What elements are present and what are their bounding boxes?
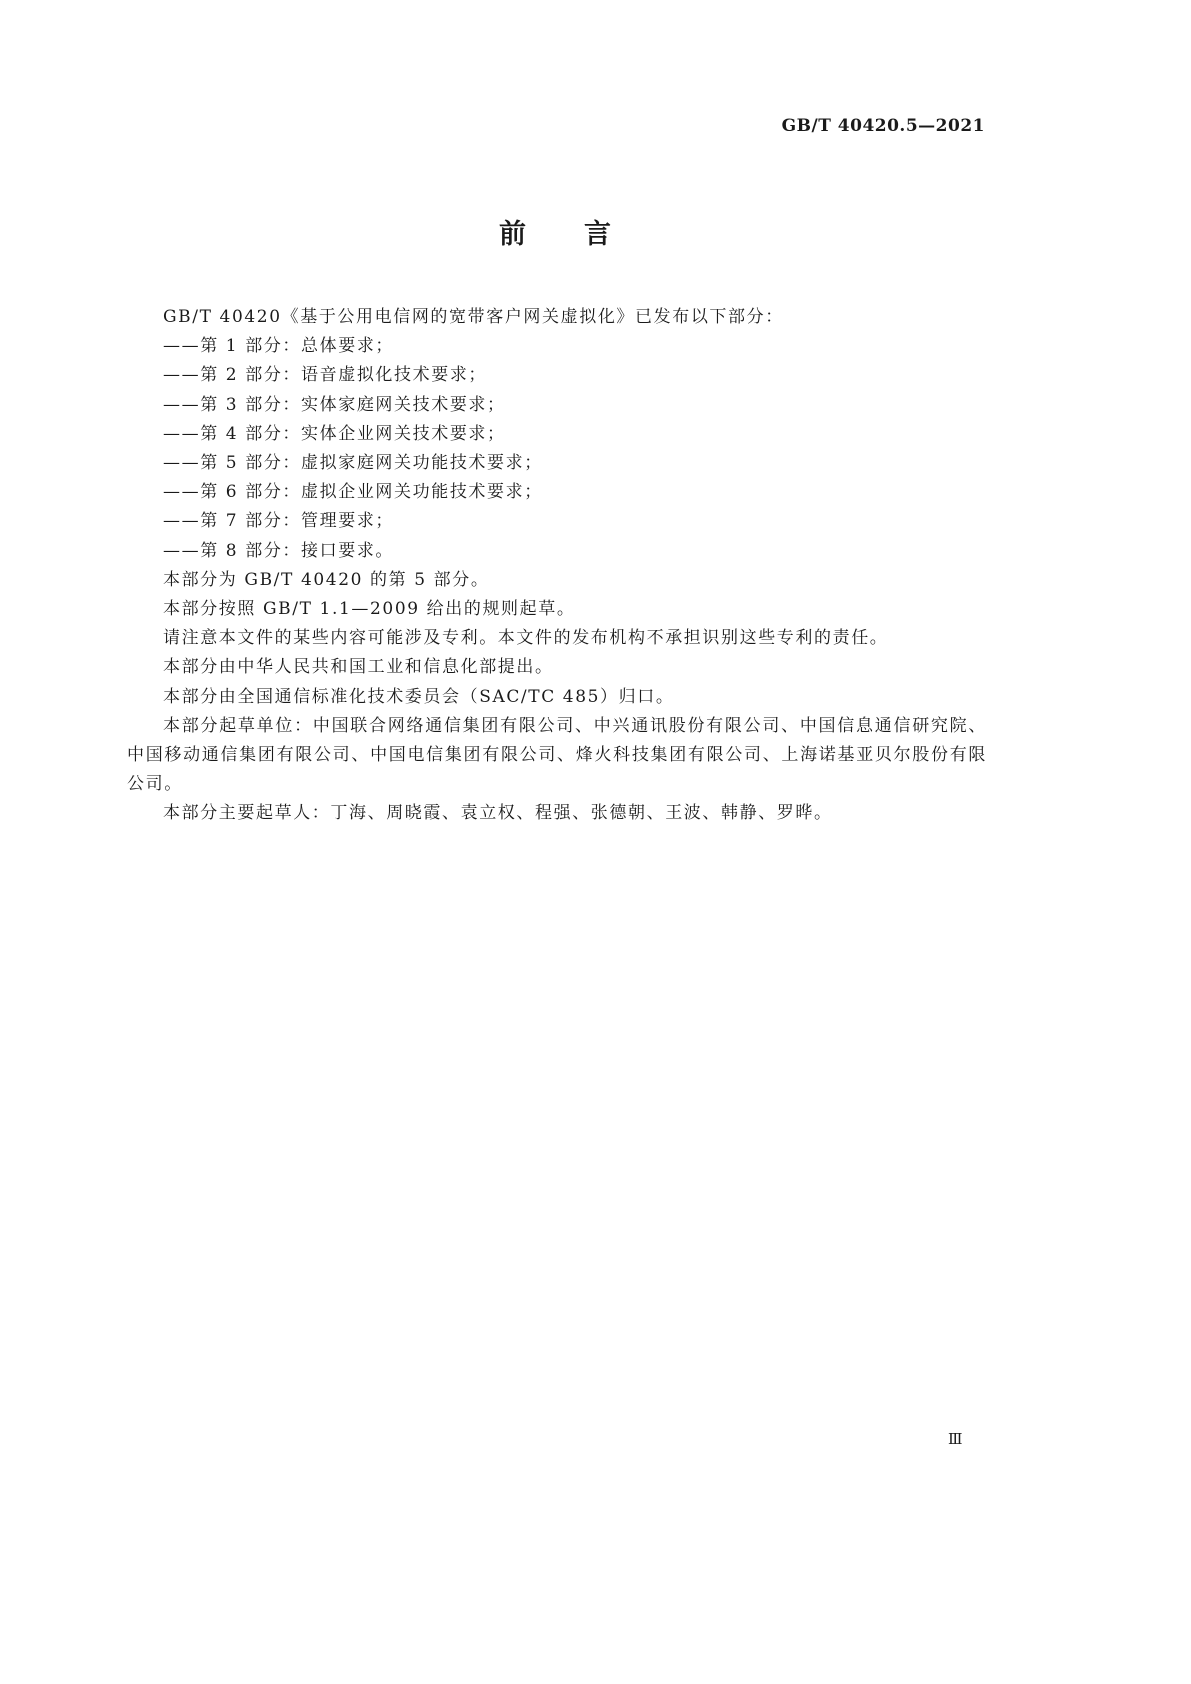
- list-item: ——第 2 部分：语音虚拟化技术要求；: [163, 365, 488, 386]
- page-number: Ⅲ: [948, 1430, 963, 1448]
- standard-number: GB/T 40420.5—2021: [781, 116, 985, 136]
- list-item: ——第 1 部分：总体要求；: [163, 336, 395, 357]
- drafting-units-paragraph: 本部分起草单位：中国联合网络通信集团有限公司、中兴通讯股份有限公司、中国信息通信研究院、中国移动通信集团有限公司、中国电信集团有限公司、烽火科技集团有限公司、上海诺基亚贝尔股份有限公司。: [127, 715, 987, 795]
- intro-paragraph: GB/T 40420《基于公用电信网的宽带客户网关虚拟化》已发布以下部分：: [163, 307, 784, 327]
- drafters-paragraph: 本部分主要起草人：丁海、周晓霞、袁立权、程强、张德朝、王波、韩静、罗晔。: [163, 803, 833, 824]
- list-item: ——第 7 部分：管理要求；: [163, 511, 395, 532]
- list-item: ——第 6 部分：虚拟企业网关功能技术要求；: [163, 482, 543, 503]
- list-item: ——第 3 部分：实体家庭网关技术要求；: [163, 394, 506, 415]
- paragraph: 请注意本文件的某些内容可能涉及专利。本文件的发布机构不承担识别这些专利的责任。: [163, 628, 889, 649]
- paragraph: 本部分由中华人民共和国工业和信息化部提出。: [163, 657, 554, 678]
- foreword-body: [127, 303, 987, 829]
- list-item: ——第 8 部分：接口要求。: [163, 540, 395, 561]
- list-item: ——第 5 部分：虚拟家庭网关功能技术要求；: [163, 453, 543, 474]
- paragraph: 本部分按照 GB/T 1.1—2009 给出的规则起草。: [163, 599, 576, 620]
- paragraph: 本部分由全国通信标准化技术委员会（SAC/TC 485）归口。: [163, 686, 675, 707]
- list-item: ——第 4 部分：实体企业网关技术要求；: [163, 423, 506, 444]
- page-title: 前言: [499, 219, 669, 250]
- paragraph: 本部分为 GB/T 40420 的第 5 部分。: [163, 569, 490, 590]
